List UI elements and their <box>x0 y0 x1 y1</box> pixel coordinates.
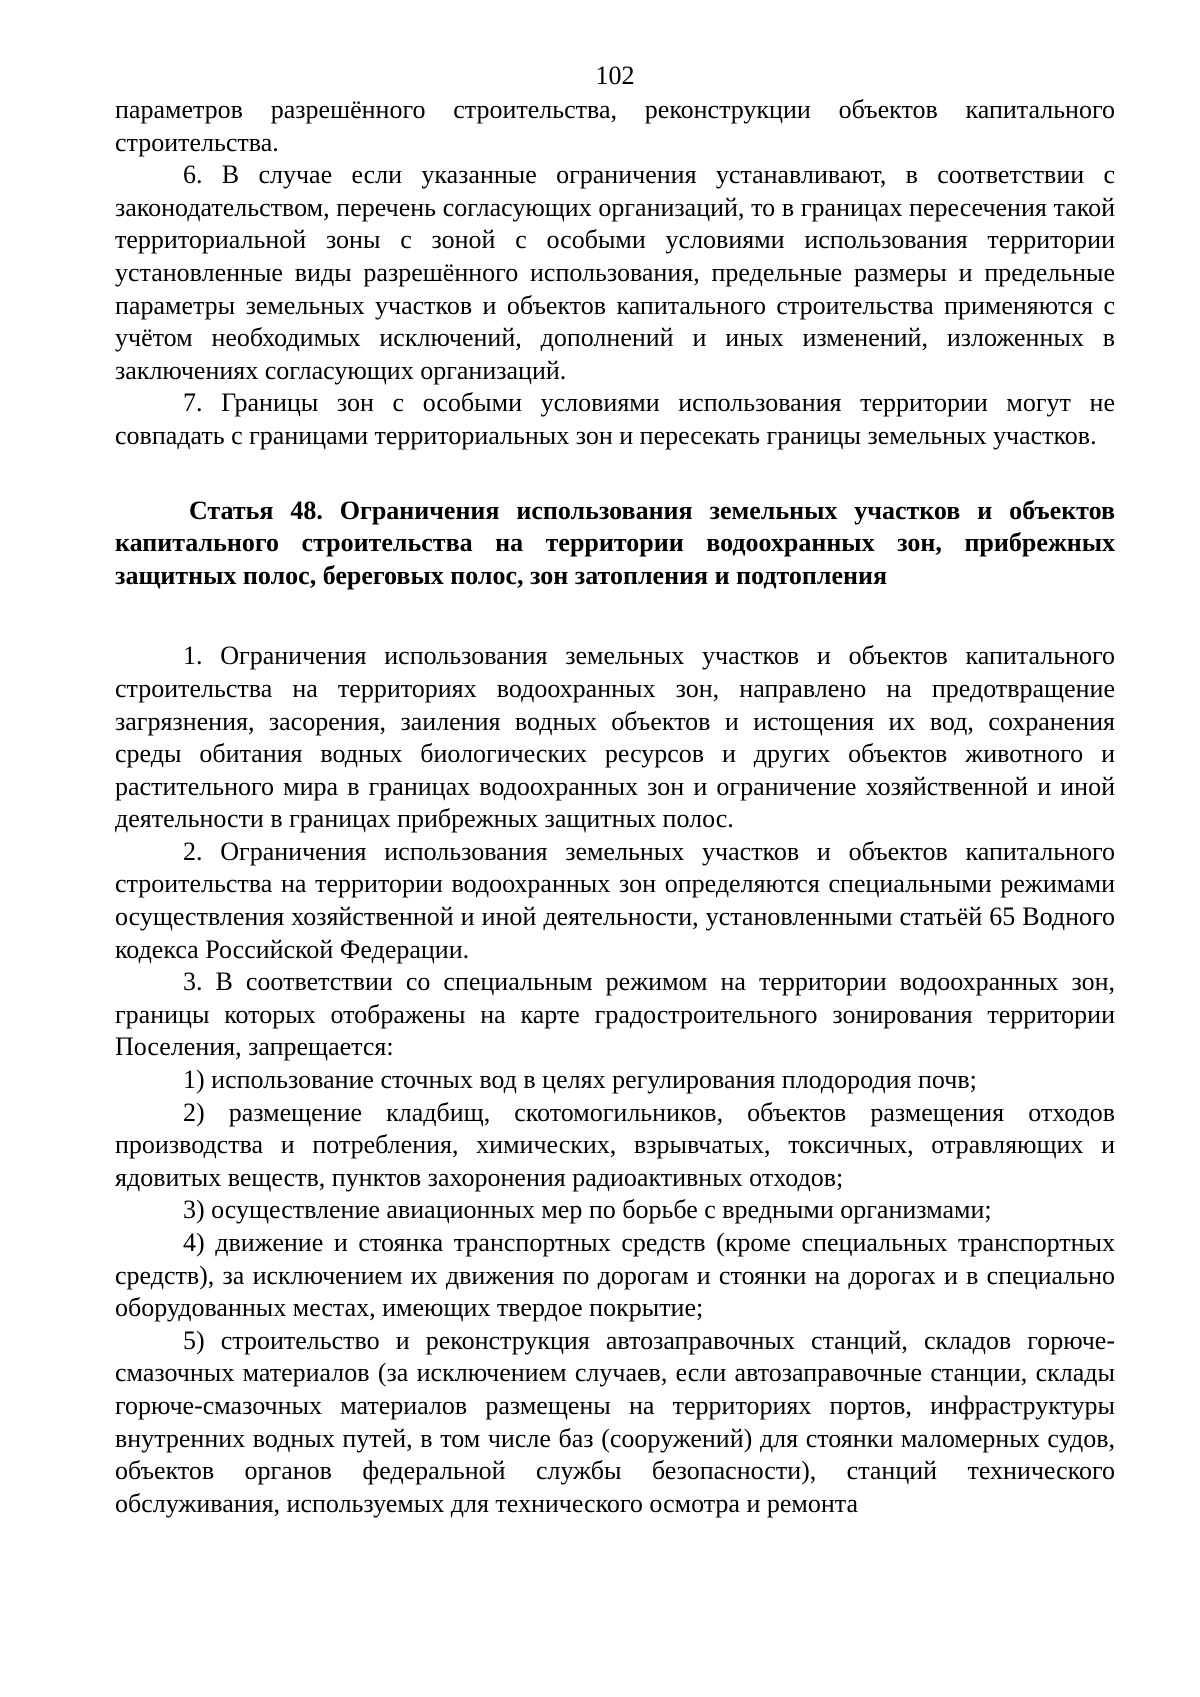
list-item-1: 1) использование сточных вод в целях регулирования плодородия почв; <box>183 1065 977 1095</box>
list-item-2: 2) размещение кладбищ, скотомогильников, объектов размещения отходов производства и потребления, химических, взрывчатых, токсичных, отравляющих и ядовитых веществ, пунктов захоронения радиоактивных отходов; <box>115 1097 1115 1192</box>
paragraph-item-6: 6. В случае если указанные ограничения устанавливают, в соответствии с законодательством, перечень согласующих организаций, то в границах пересечения такой территориальной зоны с зоной с особыми условиями использования территории установленные виды разрешённого использования, предельные размеры и предельные параметры земельных участков и объектов капитального строительства применяются с учётом необходимых исключений, дополнений и иных изменений, изложенных в заключениях согласующих организаций. <box>115 160 1115 385</box>
list-item-5: 5) строительство и реконструкция автозаправочных станций, складов горюче-смазочных материалов (за исключением случаев, если автозаправочные станции, склады горюче-смазочных материалов размещены на территориях портов, инфраструктуры внутренних водных путей, в том числе баз (сооружений) для стоянки маломерных судов, объектов органов федеральной службы безопасности), станций технического обслуживания, используемых для технического осмотра и ремонта <box>115 1325 1115 1518</box>
article-heading: Статья 48. Ограничения использования земельных участков и объектов капитального строительства на территории водоохранных зон, прибрежных защитных полос, береговых полос, зон затопления и подтопления <box>115 495 1115 590</box>
document-page <box>115 60 1115 1520</box>
list-item-3: 3) осуществление авиационных мер по борьбе с вредными организмами; <box>183 1195 992 1225</box>
paragraph-item-3: 3. В соответствии со специальным режимом на территории водоохранных зон, границы которых отображены на карте градостроительного зонирования территории Поселения, запрещается: <box>115 967 1115 1062</box>
paragraph-continuation: параметров разрешённого строительства, реконструкции объектов капитального строительства. <box>115 95 1115 157</box>
paragraph-item-1: 1. Ограничения использования земельных участков и объектов капитального строительства на территориях водоохранных зон, направлено на предотвращение загрязнения, засорения, заиления водных объектов и истощения их вод, сохранения среды обитания водных биологических ресурсов и других объектов животного и растительного мира в границах водоохранных зон и ограничение хозяйственной и иной деятельности в границах прибрежных защитных полос. <box>115 641 1115 834</box>
paragraph-item-2: 2. Ограничения использования земельных участков и объектов капитального строительства на территории водоохранных зон определяются специальными режимами осуществления хозяйственной и иной деятельности, установленными статьёй 65 Водного кодекса Российской Федерации. <box>115 836 1115 964</box>
list-item-4: 4) движение и стоянка транспортных средств (кроме специальных транспортных средств), за исключением их движения по дорогам и стоянки на дорогах и в специально оборудованных местах, имеющих твердое покрытие; <box>115 1228 1115 1323</box>
page-number: 102 <box>595 61 635 90</box>
paragraph-item-7: 7. Границы зон с особыми условиями использования территории могут не совпадать с границами территориальных зон и пересекать границы земельных участков. <box>115 388 1115 450</box>
